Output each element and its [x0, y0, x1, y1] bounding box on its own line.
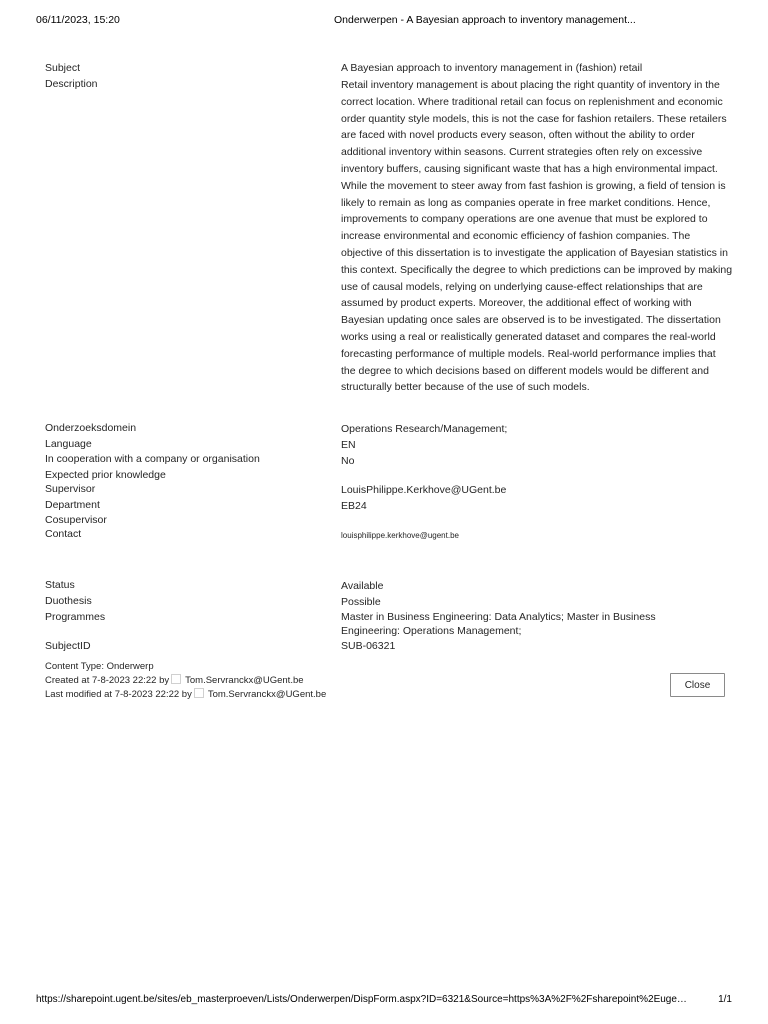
- description-label: Description: [45, 78, 98, 90]
- created-user-link[interactable]: Tom.Servranckx@UGent.be: [185, 675, 304, 686]
- cooperation-value: No: [341, 455, 355, 467]
- duothesis-label: Duothesis: [45, 595, 92, 607]
- modified-text: Last modified at 7-8-2023 22:22 by: [45, 689, 192, 700]
- description-value: Retail inventory management is about placing the right quantity of inventory in the correct location. Where traditional retail can focus on replenishment and economic order quantity style models, this is not the case for fashion retailers. These retailers are faced with novel products every season, often without the ability to order additional inventory within seasons. Current strategies often rely on excessive inventory buffers, causing significant waste that has a high environmental impact. While the movement to steer away from fast fashion is growing, a field of tension is likely to remain as long as companies operate in free market conditions. Hence, improvements to company operations are one avenue that must be explored to increase environmental and economic efficiency of fashion companies. The objective of this dissertation is to investigate the application of Bayesian statistics in this context. Specifically the degree to which predictions can be improved by making use of causal models, relying on underlying cause-effect relationships that are assumed by product experts. Moreover, the additional effect of working with Bayesian updating once sales are observed is to be investigated. The dissertation works using a real or realistically generated dataset and compares the real-world forecasting performance of multiple models. Real-world performance implies that the degree to which decisions based on different models would be different and structurally better because of the use of such models.: [341, 79, 733, 394]
- contact-label: Contact: [45, 528, 82, 540]
- modified-info: [45, 688, 326, 702]
- cooperation-label: In cooperation with a company or organisation: [45, 453, 260, 465]
- status-label: Status: [45, 579, 75, 591]
- print-header: [36, 14, 732, 30]
- page-number: 1/1: [718, 994, 732, 1005]
- subject-id-value: SUB-06321: [341, 640, 396, 652]
- duothesis-value: Possible: [341, 596, 381, 608]
- print-footer: [36, 994, 732, 1008]
- supervisor-label: Supervisor: [45, 483, 96, 495]
- language-label: Language: [45, 438, 92, 450]
- programmes-label: Programmes: [45, 611, 106, 623]
- subject-label: Subject: [45, 62, 81, 74]
- onderzoeksdomein-label: Onderzoeksdomein: [45, 422, 137, 434]
- modified-user-link[interactable]: Tom.Servranckx@UGent.be: [207, 689, 327, 700]
- user-presence-icon: [194, 688, 204, 698]
- prior-knowledge-label: Expected prior knowledge: [45, 469, 166, 481]
- subject-value: A Bayesian approach to inventory management in (fashion) retail: [341, 62, 643, 74]
- programmes-value: Master in Business Engineering: Data Analytics; Master in Business Engineering: Operations Management;: [341, 611, 656, 637]
- content-type: Content Type: Onderwerp: [45, 661, 154, 672]
- subject-id-label: SubjectID: [45, 640, 91, 652]
- created-text: Created at 7-8-2023 22:22 by: [45, 675, 170, 686]
- department-label: Department: [45, 499, 100, 511]
- print-url: https://sharepoint.ugent.be/sites/eb_masterproeven/Lists/Onderwerpen/DispForm.aspx?ID=6321&Source=https%3A%2F%2Fsharepoint%2Euge…: [36, 994, 687, 1005]
- onderzoeksdomein-value: Operations Research/Management;: [341, 423, 508, 435]
- close-button[interactable]: Close: [670, 673, 725, 697]
- print-datetime: 06/11/2023, 15:20: [36, 14, 120, 26]
- supervisor-value: LouisPhilippe.Kerkhove@UGent.be: [341, 484, 507, 496]
- department-value: EB24: [341, 500, 367, 512]
- contact-value: louisphilippe.kerkhove@ugent.be: [341, 531, 459, 540]
- user-presence-icon: [171, 674, 181, 684]
- cosupervisor-label: Cosupervisor: [45, 514, 107, 526]
- created-info: [45, 674, 304, 688]
- language-value: EN: [341, 439, 356, 451]
- print-page-title: Onderwerpen - A Bayesian approach to inventory management...: [334, 14, 636, 26]
- status-value: Available: [341, 580, 384, 592]
